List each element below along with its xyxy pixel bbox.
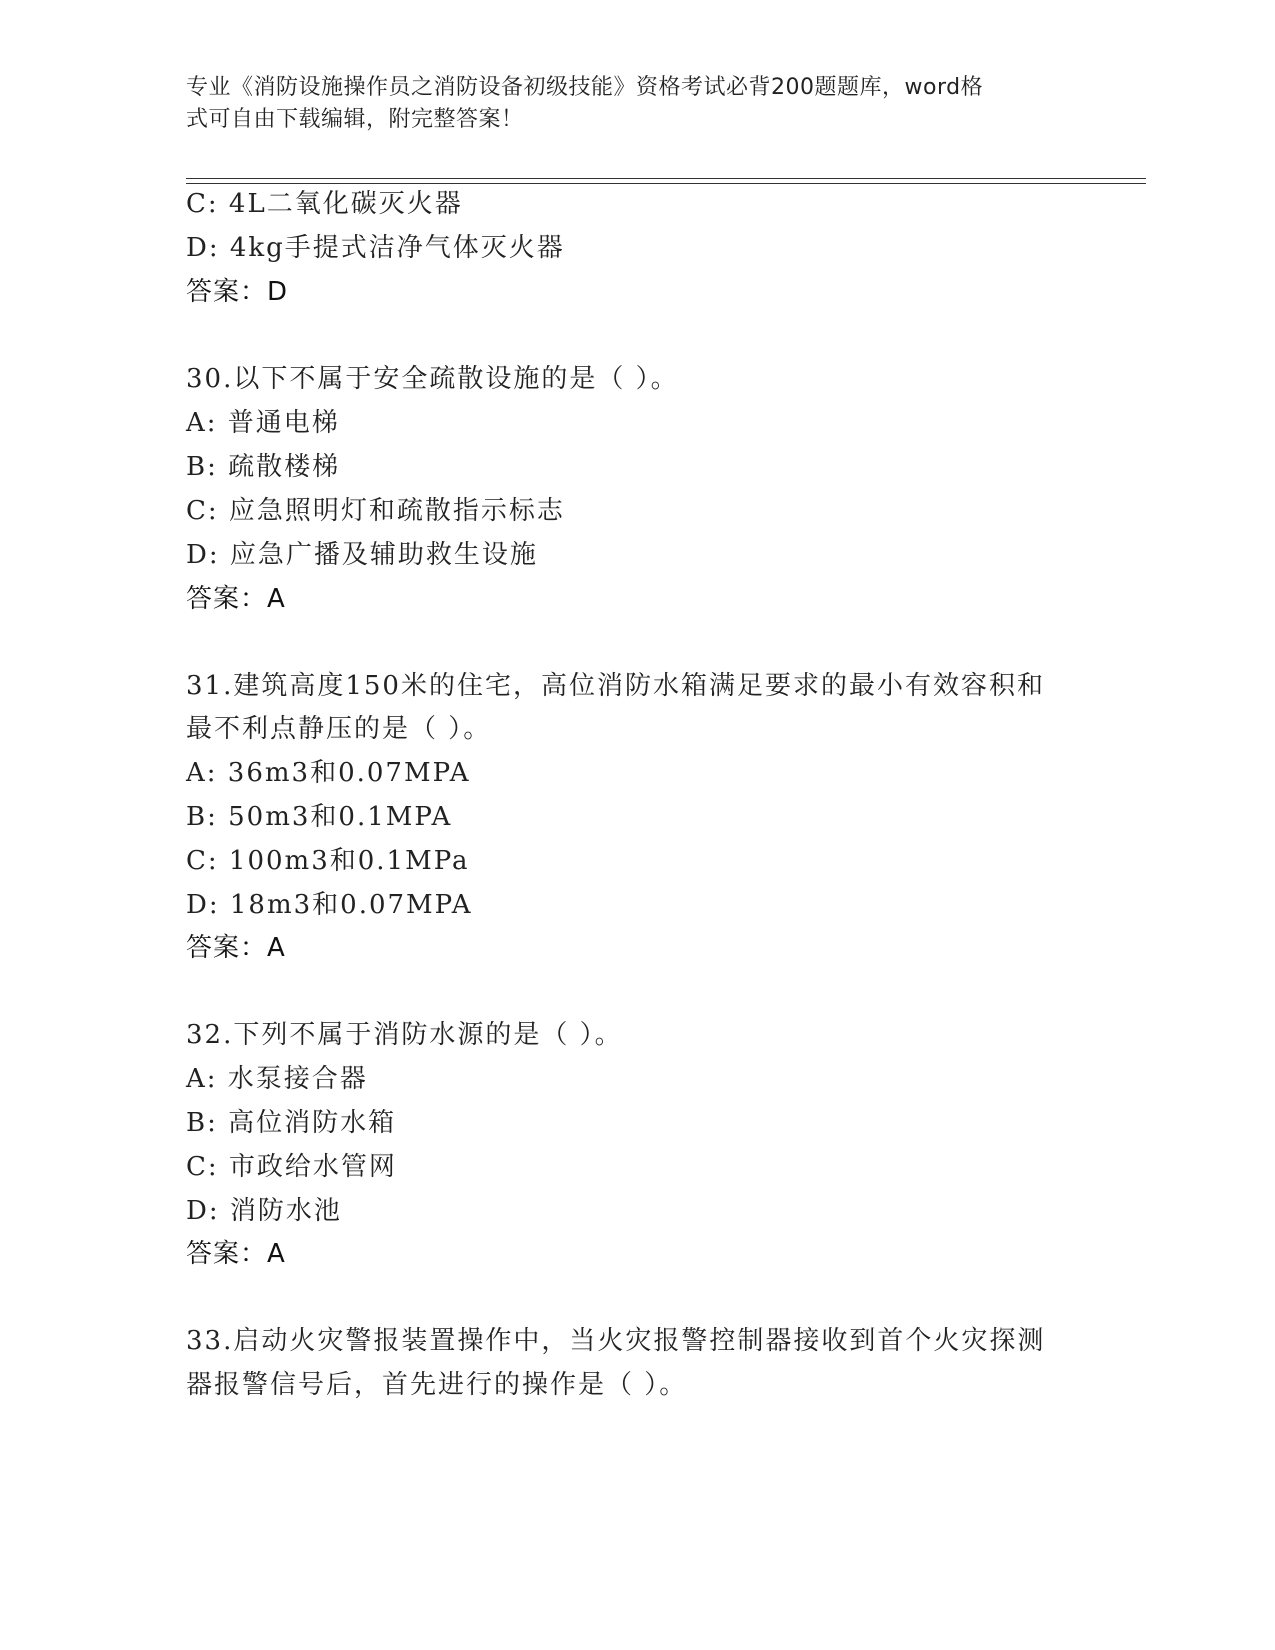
header-line-2: 式可自由下载编辑，附完整答案！	[186, 107, 524, 132]
q32-option-d: D: 消防水池	[186, 1196, 342, 1226]
q31-answer: 答案：A	[186, 933, 286, 963]
prev-answer: 答案：D	[186, 277, 289, 307]
q32-option-a: A: 水泵接合器	[186, 1064, 368, 1094]
header-line-1: 专业《消防设施操作员之消防设备初级技能》资格考试必背200题题库，word格	[186, 75, 984, 100]
q30-option-d: D: 应急广播及辅助救生设施	[186, 540, 538, 570]
prev-option-c: C: 4L二氧化碳灭火器	[186, 189, 463, 219]
q31-option-a: A: 36m3和0.07MPA	[186, 758, 471, 788]
q32-option-c: C: 市政给水管网	[186, 1152, 397, 1182]
q30-option-a: A: 普通电梯	[186, 408, 340, 438]
q31-question-line-1: 31.建筑高度150米的住宅，高位消防水箱满足要求的最小有效容积和	[186, 671, 1045, 701]
header-divider-bottom	[186, 183, 1146, 184]
q33-question-line-2: 器报警信号后，首先进行的操作是（ ）。	[186, 1370, 688, 1400]
prev-option-d: D: 4kg手提式洁净气体灭火器	[186, 233, 565, 263]
q31-question-line-2: 最不利点静压的是（ ）。	[186, 714, 492, 744]
q31-option-b: B: 50m3和0.1MPA	[186, 802, 453, 832]
q31-option-c: C: 100m3和0.1MPa	[186, 846, 470, 876]
q30-answer: 答案：A	[186, 584, 286, 614]
q32-answer: 答案：A	[186, 1239, 286, 1269]
q32-question: 32.下列不属于消防水源的是（ ）。	[186, 1020, 623, 1050]
document-header	[186, 72, 1066, 136]
q33-question-line-1: 33.启动火灾警报装置操作中，当火灾报警控制器接收到首个火灾探测	[186, 1326, 1046, 1356]
q32-option-b: B: 高位消防水箱	[186, 1108, 397, 1138]
q30-option-b: B: 疏散楼梯	[186, 452, 341, 482]
q30-question: 30.以下不属于安全疏散设施的是（ ）。	[186, 364, 679, 394]
header-divider-top	[186, 178, 1146, 179]
q31-option-d: D: 18m3和0.07MPA	[186, 890, 473, 920]
q30-option-c: C: 应急照明灯和疏散指示标志	[186, 496, 565, 526]
